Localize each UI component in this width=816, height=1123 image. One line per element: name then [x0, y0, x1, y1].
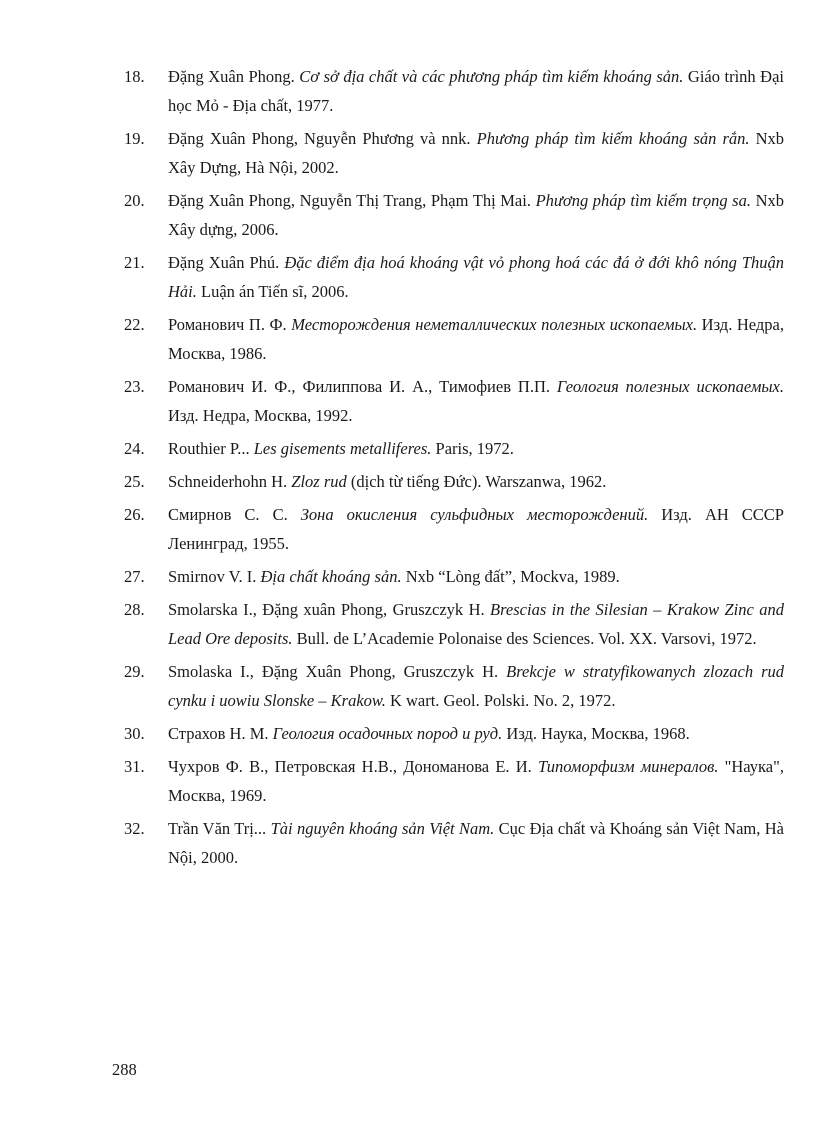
reference-number: 19. — [124, 129, 145, 148]
reference-authors: Smirnov V. I. — [168, 567, 261, 586]
reference-text — [168, 186, 784, 244]
reference-number: 30. — [124, 724, 145, 743]
reference-title: Зона окисления сульфидных месторождений. — [300, 505, 649, 524]
reference-item — [124, 814, 784, 872]
reference-number: 22. — [124, 315, 145, 334]
reference-text — [168, 248, 784, 306]
reference-publication: Nxb “Lòng đất”, Mockva, 1989. — [401, 567, 620, 586]
reference-number: 27. — [124, 567, 145, 586]
reference-authors: Смирнов С. С. — [168, 505, 301, 524]
reference-text — [168, 467, 784, 496]
reference-text — [168, 434, 784, 463]
reference-publication: Изд. Недра, Москва, 1986. — [168, 315, 784, 363]
reference-title: Phương pháp tìm kiếm khoáng sản rắn. — [476, 129, 750, 148]
reference-title: Месторождения неметаллических полезных ископаемых. — [291, 315, 698, 334]
reference-title: Đặc điểm địa hoá khoáng vật vỏ phong hoá các đá ở đới khô nóng Thuận Hải. — [168, 253, 785, 301]
reference-authors: Schneiderhohn H. — [168, 472, 292, 491]
reference-number: 18. — [124, 67, 145, 86]
reference-publication: Paris, 1972. — [431, 439, 514, 458]
reference-item — [124, 62, 784, 120]
reference-authors: Đặng Xuân Phong, Nguyễn Thị Trang, Phạm Thị Mai. — [168, 191, 536, 210]
reference-authors: Романович П. Ф. — [168, 315, 292, 334]
reference-title: Zloz rud — [291, 472, 347, 491]
reference-publication: Giáo trình Đại học Mỏ - Địa chất, 1977. — [168, 67, 784, 115]
reference-text — [168, 719, 784, 748]
reference-text — [168, 62, 784, 120]
reference-title: Les gisements metalliferes. — [253, 439, 432, 458]
reference-text — [168, 500, 784, 558]
reference-authors: Чухров Ф. В., Петровская Н.В., Дономанова Е. И. — [168, 757, 539, 776]
reference-authors: Trần Văn Trị... — [168, 819, 271, 838]
reference-publication: K wart. Geol. Polski. No. 2, 1972. — [385, 691, 616, 710]
reference-authors: Smolarska I., Đặng xuân Phong, Gruszczyk H. — [168, 600, 491, 619]
reference-title: Типоморфизм минералов. — [538, 757, 719, 776]
reference-title: Геология осадочных пород и руд. — [272, 724, 503, 743]
reference-number: 26. — [124, 505, 145, 524]
reference-text — [168, 310, 784, 368]
reference-number: 25. — [124, 472, 145, 491]
reference-number: 32. — [124, 819, 145, 838]
reference-publication: (dịch từ tiếng Đức). Warszanwa, 1962. — [346, 472, 607, 491]
reference-number: 21. — [124, 253, 145, 272]
reference-item — [124, 657, 784, 715]
reference-publication: Nxb Xây Dựng, Hà Nội, 2002. — [168, 129, 785, 177]
reference-publication: Изд. АН СССР Ленинград, 1955. — [168, 505, 784, 553]
reference-item — [124, 248, 784, 306]
reference-item — [124, 562, 784, 591]
reference-title: Brescias in the Silesian – Krakow Zinc and Lead Ore deposits. — [168, 600, 784, 648]
reference-authors: Đặng Xuân Phong. — [168, 67, 300, 86]
reference-text — [168, 372, 784, 430]
reference-title: Геология полезных ископаемых. — [556, 377, 784, 396]
reference-publication: Изд. Наука, Москва, 1968. — [502, 724, 690, 743]
reference-item — [124, 719, 784, 748]
reference-number: 29. — [124, 662, 145, 681]
reference-text — [168, 562, 784, 591]
reference-text — [168, 595, 784, 653]
page-number: 288 — [112, 1060, 137, 1079]
reference-authors: Smolaska I., Đặng Xuân Phong, Gruszczyk H. — [168, 662, 507, 681]
reference-item — [124, 434, 784, 463]
reference-text — [168, 124, 784, 182]
reference-item — [124, 500, 784, 558]
reference-item — [124, 310, 784, 368]
reference-text — [168, 814, 784, 872]
reference-item — [124, 595, 784, 653]
reference-item — [124, 186, 784, 244]
reference-publication: Nxb Xây dựng, 2006. — [168, 191, 784, 239]
reference-title: Tài nguyên khoáng sản Việt Nam. — [270, 819, 495, 838]
reference-publication: Изд. Недра, Москва, 1992. — [168, 406, 353, 425]
reference-publication: Cục Địa chất và Khoáng sản Việt Nam, Hà Nội, 2000. — [168, 819, 785, 867]
reference-item — [124, 752, 784, 810]
reference-number: 31. — [124, 757, 145, 776]
reference-publication: Bull. de L’Academie Polonaise des Sciences. Vol. XX. Varsovi, 1972. — [292, 629, 757, 648]
reference-authors: Страхов Н. М. — [168, 724, 273, 743]
reference-number: 23. — [124, 377, 145, 396]
reference-authors: Романович И. Ф., Филиппова И. А., Тимофиев П.П. — [168, 377, 557, 396]
reference-number: 24. — [124, 439, 145, 458]
reference-text — [168, 657, 784, 715]
reference-number: 20. — [124, 191, 145, 210]
reference-authors: Đặng Xuân Phong, Nguyễn Phương và nnk. — [168, 129, 477, 148]
reference-title: Phương pháp tìm kiếm trọng sa. — [535, 191, 751, 210]
reference-item — [124, 467, 784, 496]
reference-authors: Routhier P... — [168, 439, 254, 458]
reference-title: Địa chất khoáng sản. — [260, 567, 402, 586]
reference-title: Brekcje w stratyfikowanych zlozach rud cynku i uowiu Slonske – Krakow. — [168, 662, 785, 710]
reference-authors: Đặng Xuân Phú. — [168, 253, 285, 272]
reference-publication: Luận án Tiến sĩ, 2006. — [196, 282, 349, 301]
reference-item — [124, 372, 784, 430]
reference-item — [124, 124, 784, 182]
reference-list — [124, 62, 784, 876]
reference-number: 28. — [124, 600, 145, 619]
reference-text — [168, 752, 784, 810]
reference-publication: "Наука", Москва, 1969. — [168, 757, 784, 805]
reference-title: Cơ sở địa chất và các phương pháp tìm kiếm khoáng sản. — [299, 67, 684, 86]
